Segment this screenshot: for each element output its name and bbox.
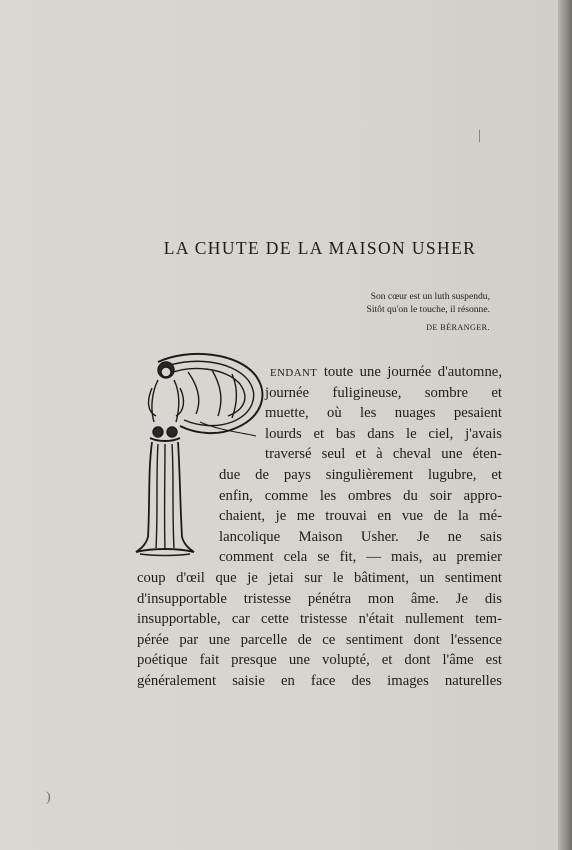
page-edge <box>558 0 572 850</box>
text-line: due de pays singulièrement lugubre, et <box>219 467 502 483</box>
epigraph-line: Son cœur est un luth suspendu, <box>370 291 490 302</box>
chapter-title: LA CHUTE DE LA MAISON USHER <box>163 238 477 258</box>
text-line: muette, où les nuages pesaient <box>265 405 502 422</box>
epigraph <box>290 290 490 334</box>
text-line: généralement saisie en face des images naturelles <box>137 673 502 689</box>
text-line: traversé seul et à cheval une éten- <box>265 446 502 463</box>
text-line: enfin, comme les ombres du soir appro- <box>219 487 502 504</box>
lead-smallcaps: ENDANT <box>270 367 318 379</box>
text-line: insupportable, car cette tristesse n'était nullement tem- <box>137 611 502 628</box>
epigraph-line: Sitôt qu'on le touche, il résonne. <box>366 304 490 315</box>
text-line: poétique fait presque une volupté, et dont l'âme est <box>137 652 502 669</box>
text-line: comment cela se fit, — mais, au premier <box>219 549 502 566</box>
text-line: journée fuligineuse, sombre et <box>265 384 502 401</box>
epigraph-author: DE BÉRANGER. <box>426 323 490 332</box>
text-line: coup d'œil que je jetai sur le bâtiment, un sentiment <box>137 570 502 586</box>
text-line: pérée par une parcelle de ce sentiment dont l'essence <box>137 631 502 648</box>
text-line: ENDANT toute une journée d'automne, <box>270 364 502 380</box>
text-line: lancolique Maison Usher. Je ne sais <box>219 528 502 545</box>
text-line: d'insupportable tristesse pénétra mon âme. Je dis <box>137 590 502 607</box>
page-mark: | <box>478 128 481 143</box>
page-mark: ) <box>46 790 51 805</box>
text-line: chaient, je me trouvai en vue de la mé- <box>219 508 502 525</box>
text-line: lourds et bas dans le ciel, j'avais <box>265 425 502 442</box>
